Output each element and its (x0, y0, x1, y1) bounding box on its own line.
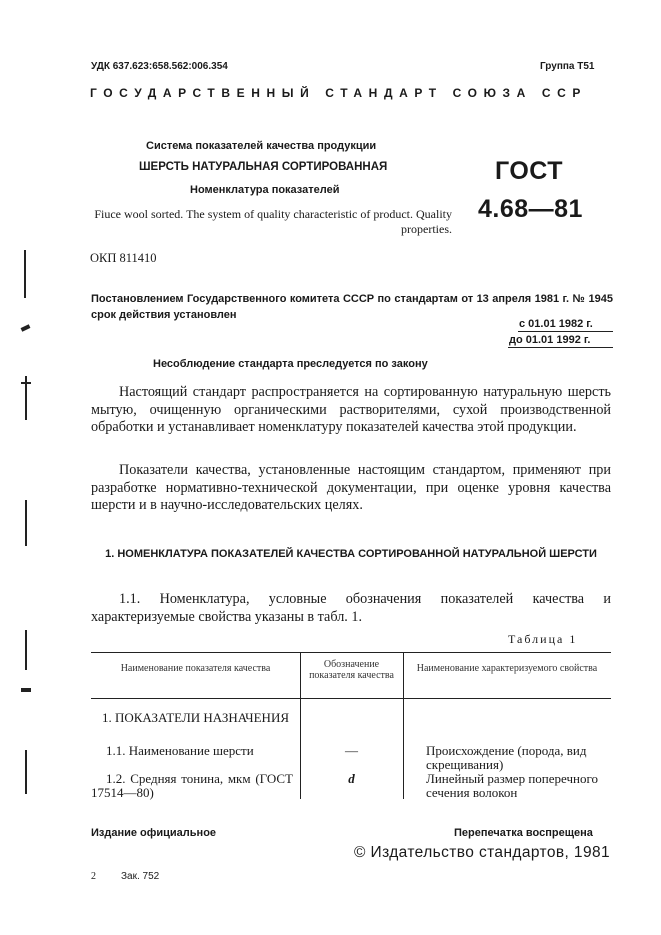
okp-code: ОКП 811410 (90, 251, 157, 265)
table-row-property: Происхождение (порода, вид скрещивания) (426, 743, 587, 772)
margin-mark (25, 500, 27, 546)
decree-text: Постановлением Государственного комитета СССР по стандартам от 13 апреля 1981 г. № 1945 срок действия установлен (91, 293, 613, 321)
udk-code: УДК 637.623:658.562:006.354 (91, 61, 228, 72)
page-number: 2 (91, 871, 96, 882)
section-heading: 1. НОМЕНКЛАТУРА ПОКАЗАТЕЛЕЙ КАЧЕСТВА СОРТИРОВАННОЙ НАТУРАЛЬНОЙ ШЕРСТИ (105, 548, 597, 560)
application-paragraph: Показатели качества, установленные настоящим стандартом, применяют при разработке нормативно-технической документации, при оценке уровня качества шерсти и в научно-исследовательских целях. (91, 462, 611, 514)
group-code: Группа Т51 (540, 61, 595, 72)
state-standard-banner: ГОСУДАРСТВЕННЫЙ СТАНДАРТ СОЮЗА ССР (90, 86, 587, 100)
reprint-prohibited-label: Перепечатка воспрещена (454, 827, 593, 839)
margin-mark (25, 750, 27, 794)
table-row-symbol: — (345, 743, 358, 758)
gost-label: ГОСТ (495, 157, 563, 185)
order-number: Зак. 752 (121, 871, 160, 882)
table-caption: Таблица 1 (508, 632, 578, 646)
table-top-rule (91, 652, 611, 653)
english-title: Fiuce wool sorted. The system of quality characteristic of product. Quality properties. (94, 207, 452, 236)
table-header-rule (91, 698, 611, 699)
table-group-heading: 1. ПОКАЗАТЕЛИ НАЗНАЧЕНИЯ (101, 710, 290, 725)
table-header-symbol: Обозначение показателя качества (309, 659, 394, 681)
margin-mark (24, 250, 26, 298)
validity-from: с 01.01 1982 г. (519, 318, 593, 330)
noncompliance-notice: Несоблюдение стандарта преследуется по закону (153, 358, 428, 370)
table-header-property: Наименование характеризуемого свойства (416, 663, 598, 674)
product-title: ШЕРСТЬ НАТУРАЛЬНАЯ СОРТИРОВАННАЯ (139, 161, 388, 173)
system-title: Система показателей качества продукции (146, 140, 377, 152)
margin-mark (21, 688, 31, 692)
table-row-property: Линейный размер поперечного сечения волокон (426, 771, 598, 800)
nomenclature-subtitle: Номенклатура показателей (190, 184, 340, 196)
table-row-symbol: d (348, 771, 355, 786)
scope-paragraph: Настоящий стандарт распространяется на сортированную натуральную шерсть мытую, очищенную органическими растворителями, сухой производственной обработки и устанавливает номенклатуру показателей качества этой продукции. (91, 384, 611, 436)
table-column-rule (403, 652, 404, 799)
validity-underline (508, 347, 613, 348)
table-row-name: 1.2. Средняя тонина, мкм (ГОСТ 17514—80) (91, 771, 293, 800)
publisher-copyright: © Издательство стандартов, 1981 (354, 844, 611, 861)
validity-to: до 01.01 1992 г. (509, 334, 591, 346)
gost-number: 4.68—81 (478, 195, 583, 223)
margin-mark (25, 630, 27, 670)
clause-paragraph: 1.1. Номенклатура, условные обозначения показателей качества и характеризуемые свойства указаны в табл. 1. (91, 591, 611, 625)
margin-mark (21, 382, 31, 384)
table-row-name: 1.1. Наименование шерсти (106, 743, 254, 758)
validity-underline (518, 331, 613, 332)
margin-mark (21, 324, 31, 331)
official-edition-label: Издание официальное (91, 827, 217, 839)
table-header-name: Наименование показателя качества (120, 663, 271, 674)
